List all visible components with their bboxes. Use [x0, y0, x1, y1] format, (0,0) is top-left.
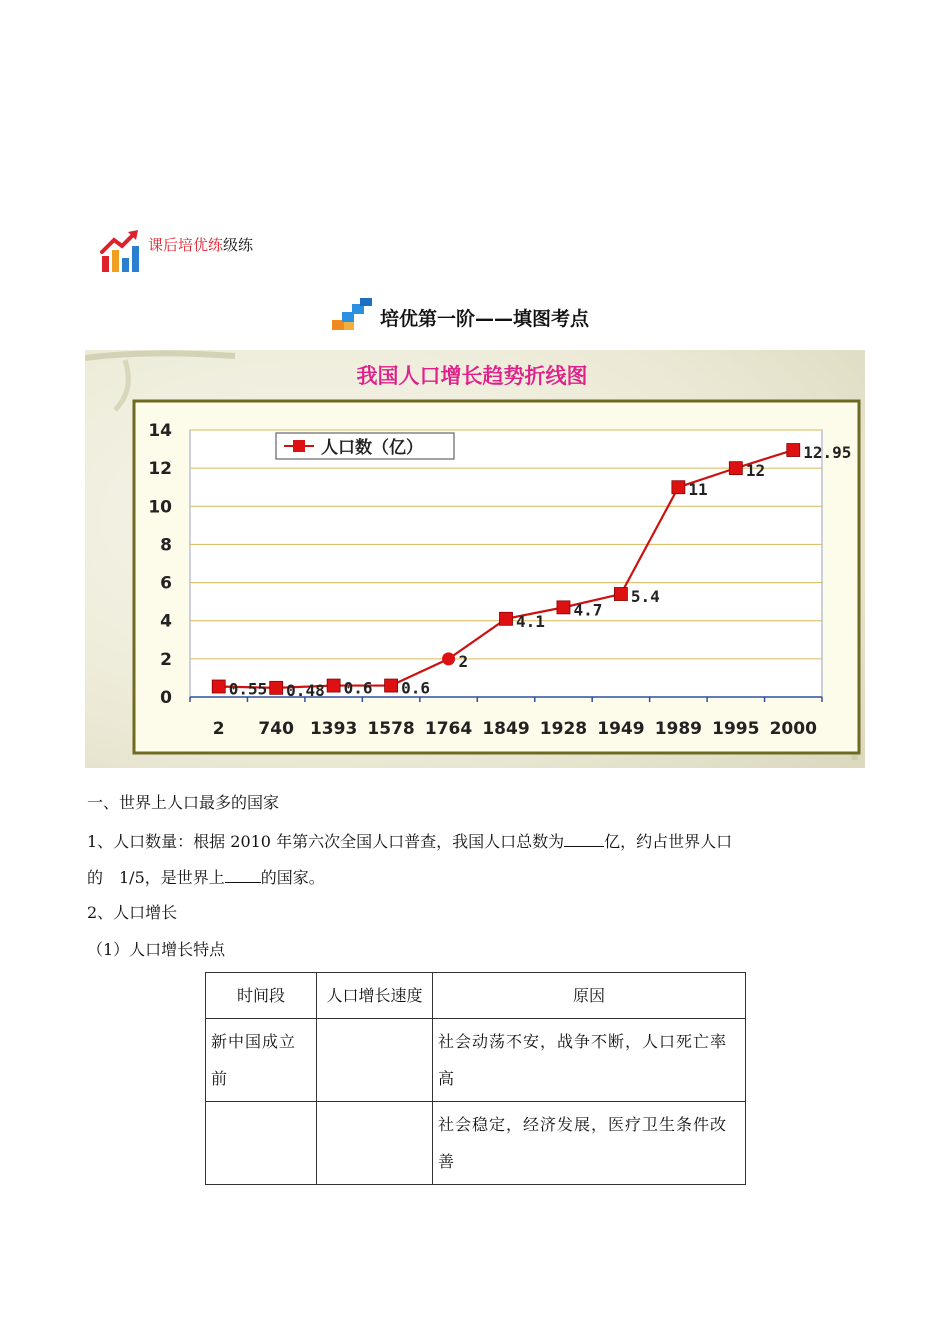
chart-title: 我国人口增长趋势折线图 [356, 364, 588, 388]
y-tick-label: 4 [160, 611, 172, 632]
heading-2: 2、人口增长 [87, 903, 178, 922]
section-heading [330, 292, 589, 332]
y-tick-label: 2 [160, 649, 172, 670]
data-point [442, 652, 455, 665]
data-label: 0.6 [343, 678, 373, 698]
data-label: 12 [745, 461, 766, 481]
chart-legend [276, 433, 454, 459]
x-tick-label: 1989 [654, 719, 703, 739]
growth-chart-icon [100, 228, 144, 274]
data-point [614, 588, 627, 601]
table-row [206, 1102, 746, 1185]
data-point [270, 681, 283, 694]
data-point [672, 481, 685, 494]
x-tick-label: 1995 [712, 719, 760, 739]
table-cell-reason: 社会动荡不安，战争不断，人口死亡率高 [433, 1019, 746, 1102]
data-point [327, 679, 340, 692]
practice-label-text [148, 234, 253, 255]
x-tick-label: 2 [212, 719, 225, 739]
data-point [729, 462, 742, 475]
sub-heading-1: （1）人口增长特点 [87, 940, 226, 959]
table-cell-reason: 社会稳定，经济发展，医疗卫生条件改善 [433, 1102, 746, 1185]
growth-table [205, 972, 746, 1185]
table-cell-period[interactable] [206, 1102, 317, 1185]
x-tick-label: 1928 [539, 719, 588, 739]
table-header-row [206, 973, 746, 1019]
legend-marker [293, 440, 305, 452]
y-tick-label: 10 [148, 497, 172, 518]
table-cell-speed[interactable] [317, 1019, 433, 1102]
table-cell-speed[interactable] [317, 1102, 433, 1185]
population-chart [85, 350, 865, 768]
y-tick-label: 14 [148, 421, 172, 441]
heading-1: 一、世界上人口最多的国家 [87, 793, 280, 812]
x-tick-label: 740 [258, 719, 294, 739]
data-label: 5.4 [630, 587, 660, 607]
x-tick-label: 1849 [482, 719, 530, 739]
x-tick-label: 1578 [367, 719, 415, 739]
question-1-line-1 [87, 830, 732, 852]
practice-label-black: 级练 [223, 236, 254, 254]
x-tick-label: 1764 [424, 719, 473, 739]
data-label: 4.7 [573, 600, 603, 620]
data-label: 12.95 [803, 443, 852, 463]
data-point [557, 601, 570, 614]
table-cell-period: 新中国成立前 [206, 1019, 317, 1102]
x-tick-label: 2000 [769, 719, 817, 739]
section-title: 培优第一阶——填图考点 [380, 308, 590, 330]
y-tick-label: 12 [148, 459, 172, 480]
table-row [206, 1019, 746, 1102]
table-header-cell: 原因 [433, 973, 746, 1019]
chart-layer [148, 421, 851, 739]
chart-canvas [85, 350, 865, 768]
table-header-cell: 人口增长速度 [317, 973, 433, 1019]
data-label: 11 [688, 480, 708, 500]
data-point [500, 612, 513, 625]
practice-label-red: 课后培优练 [148, 236, 224, 254]
data-point [787, 444, 800, 457]
stairs-icon [330, 298, 374, 332]
legend-label: 人口数（亿） [321, 438, 423, 458]
y-tick-label: 8 [160, 535, 172, 556]
data-point [385, 679, 398, 692]
data-point [212, 680, 225, 693]
data-label: 4.1 [516, 611, 545, 631]
data-label: 0.55 [228, 679, 268, 699]
data-label: 0.48 [286, 680, 325, 700]
y-tick-label: 6 [160, 573, 172, 594]
data-label: 2 [458, 651, 469, 671]
question-1-line-2 [87, 866, 325, 888]
table-header-cell: 时间段 [206, 973, 317, 1019]
x-tick-label: 1393 [309, 719, 358, 739]
question-1-text-c: 的 1/5，是世界上 [87, 868, 225, 887]
question-1-text-d: 的国家。 [260, 868, 325, 887]
x-tick-label: 1949 [597, 719, 645, 739]
practice-label [100, 228, 253, 276]
y-tick-label: 0 [160, 688, 172, 708]
question-1-text-a: 1、人口数量：根据 2010 年第六次全国人口普查，我国人口总数为 [87, 832, 565, 851]
answer-blank-population[interactable] [564, 830, 604, 847]
answer-blank-rank[interactable] [225, 866, 261, 883]
data-label: 0.6 [401, 678, 430, 698]
question-1-text-b: 亿，约占世界人口 [604, 832, 733, 851]
